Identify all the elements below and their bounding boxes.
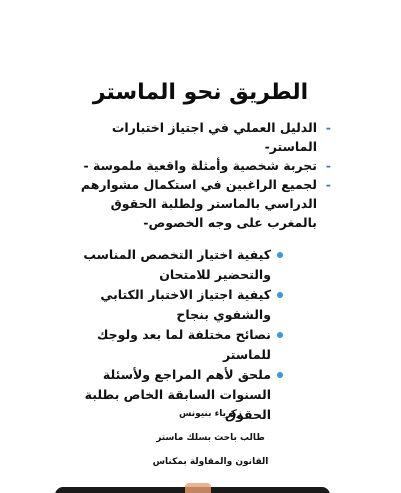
intro-item-text: تجربة شخصية وأمثلة واقعية ملموسة - <box>83 158 317 173</box>
page-title: الطريق نحو الماستر <box>92 80 309 105</box>
dash-marker: - <box>325 120 331 135</box>
list-item <box>53 245 283 285</box>
bottom-edge-mark <box>185 483 211 493</box>
dash-marker: - <box>325 158 331 173</box>
dash-marker: - <box>325 177 331 192</box>
intro-list <box>71 118 331 232</box>
intro-item-text: الدليل العملي في اجتياز اختبارات الماستر- <box>111 120 317 154</box>
list-item-text: ملحق لأهم المراجع ولأسئلة السنوات السابقة الخاص بطلبة الحقوق <box>84 367 271 422</box>
author-block <box>0 402 401 474</box>
list-item-text: نصائح مختلفة لما بعد ولوجك للماستر <box>96 327 271 362</box>
list-item-text: كيفية اختيار التخصص المناسب والتحضير للامتحان <box>83 247 271 282</box>
intro-item <box>71 156 331 175</box>
author-name: زكرياء بنيونس <box>179 409 242 419</box>
bullet-dot-icon <box>277 292 283 298</box>
intro-item-text: لجميع الراغبين في استكمال مشوارهم الدراسي بالماستر ولطلبة الحقوق بالمغرب على وجه الخصوص- <box>80 177 317 230</box>
intro-item <box>71 175 331 232</box>
author-program: القانون والمقاولة بمكناس <box>152 457 269 467</box>
list-item <box>53 285 283 325</box>
list-item-text: كيفية اجتياز الاختبار الكتابي والشفوي بنجاح <box>100 287 271 322</box>
author-role: طالب باحث بسلك ماستر <box>156 433 265 443</box>
list-item <box>53 325 283 365</box>
bullet-dot-icon <box>277 372 283 378</box>
bullet-dot-icon <box>277 252 283 258</box>
bullet-dot-icon <box>277 332 283 338</box>
intro-item <box>71 118 331 156</box>
contents-list <box>53 245 283 425</box>
